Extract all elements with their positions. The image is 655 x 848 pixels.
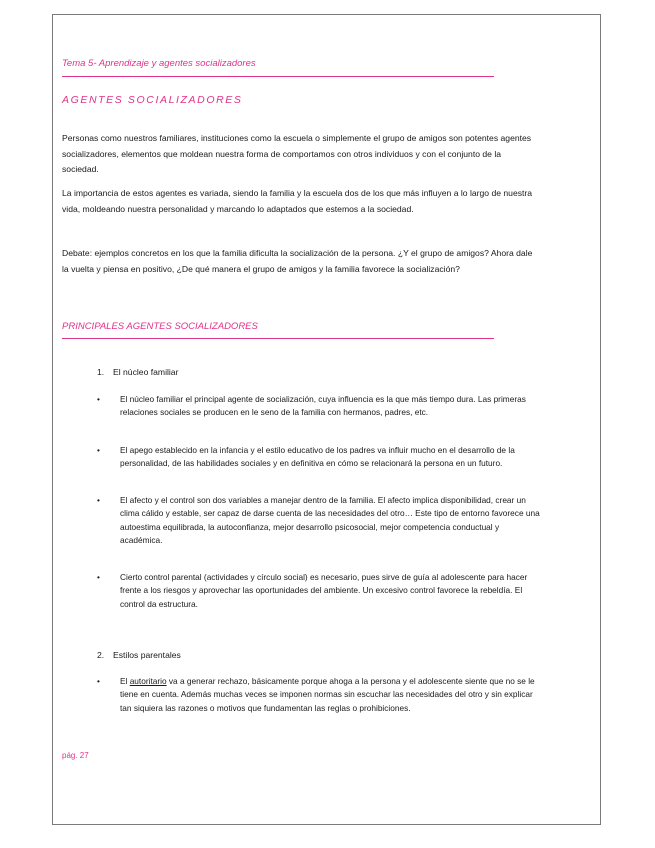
list-item <box>97 675 540 715</box>
list-item-text: El apego establecido en la infancia y el estilo educativo de los padres va influir mucho en el desarrollo de la personalidad, de las habilidades sociales y en definitiva en cómo se relacionará la persona en un futuro. <box>120 445 515 469</box>
paragraph-2: La importancia de estos agentes es variada, siendo la familia y la escuela dos de los que más influyen a lo largo de nuestra vida, moldeando nuestra personalidad y marcando lo adaptados que estemos a la sociedad. <box>62 188 533 214</box>
text-rest: va a generar rechazo, básicamente porque ahoga a la persona y el adolescente siente que no se le tiene en cuenta. Además muchas veces se imponen normas sin escuchar las necesidades del otro y sin explicar tan siquiera las razones o motivos que fundamentan las reglas o prohibiciones. <box>120 676 535 713</box>
item-title: El núcleo familiar <box>113 367 179 377</box>
page-header: Tema 5- Aprendizaje y agentes socializadores <box>62 58 256 69</box>
list-item <box>97 393 540 420</box>
list-item <box>97 571 540 611</box>
item-number: 1. <box>97 367 105 377</box>
bullet-icon: • <box>97 495 100 505</box>
underlined-term: autoritario <box>129 676 167 686</box>
section-title-principales: PRINCIPALES AGENTES SOCIALIZADORES <box>62 321 258 332</box>
bullet-icon: • <box>97 445 100 455</box>
bullet-icon: • <box>97 394 100 404</box>
text-prefix: El <box>120 676 130 686</box>
list-item-text: El afecto y el control son dos variables a manejar dentro de la familia. El afecto implica disponibilidad, crear un clima cálido y estable, ser capaz de darse cuenta de las necesidades del otro… Este tipo de entorno favorece una autoestima equilibrada, la autoconfianza, mejor desarrollo psicosocial, mejor competencia conductual y académica. <box>120 495 540 546</box>
list-item-text <box>120 675 540 715</box>
list-item-text: El núcleo familiar el principal agente de socialización, cuya influencia es la que más tiempo dura. Las primeras relaciones sociales se producen en le seno de la familia con hermanos, padres, etc. <box>120 394 526 418</box>
bullet-icon: • <box>97 676 100 686</box>
item-title: Estilos parentales <box>113 650 181 660</box>
paragraph-1: Personas como nuestros familiares, instituciones como la escuela o simplemente el grupo de amigos son potentes agentes socializadores, elementos que moldean nuestra forma de comportamos con otros individuos y con el conjunto de la sociedad. <box>62 133 532 174</box>
page-number: pág. 27 <box>62 751 89 760</box>
numbered-item-2 <box>97 650 181 660</box>
numbered-item-1 <box>97 367 178 377</box>
list-item <box>97 494 540 548</box>
list-item <box>97 444 540 471</box>
paragraph-debate: Debate: ejemplos concretos en los que la familia dificulta la socialización de la persona. ¿Y el grupo de amigos? Ahora dale la vuelta y piensa en positivo, ¿De qué manera el grupo de amigos y la familia favorece la socialización? <box>62 248 533 274</box>
header-rule <box>62 76 494 77</box>
list-item-text: Cierto control parental (actividades y círculo social) es necesario, pues sirve de guía al adolescente para hacer frente a los riesgos y aprovechar las oportunidades del ambiente. Un excesivo control favorece la rebeldía. El control da estructura. <box>120 572 528 609</box>
bullet-icon: • <box>97 572 100 582</box>
item-number: 2. <box>97 650 105 660</box>
section-title-agentes: AGENTES SOCIALIZADORES <box>62 94 243 106</box>
section-rule <box>62 338 494 339</box>
